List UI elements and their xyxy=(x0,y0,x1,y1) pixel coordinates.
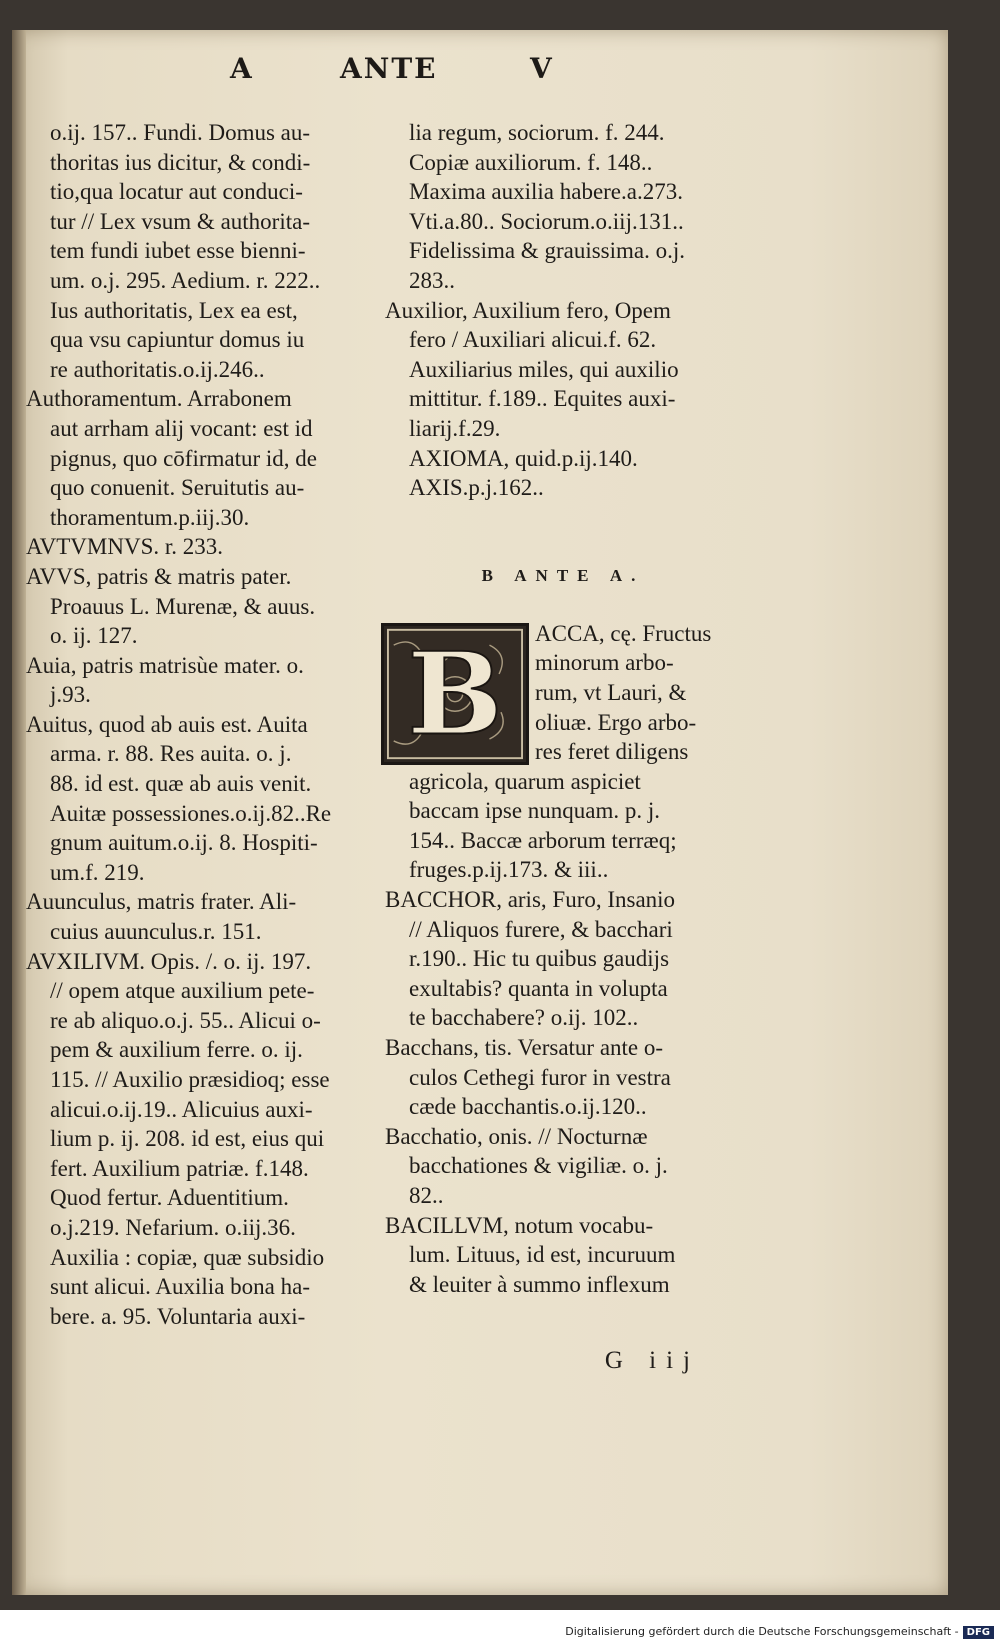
index-entry-line: lum. Lituus, id est, incuruum xyxy=(409,1242,676,1268)
index-entry-line: 115. // Auxilio præsidioq; esse xyxy=(50,1067,330,1092)
index-entry-line: Quod fertur. Aduentitium. xyxy=(50,1185,289,1211)
index-entry-line: thoramentum.p.iij.30. xyxy=(50,504,250,530)
index-entry-line: pignus, quo cōfirmatur id, de xyxy=(50,445,318,471)
index-entry-line: fero / Auxiliari alicui.f. 62. xyxy=(409,327,657,353)
index-entry-line: AVVS, patris & matris pater. xyxy=(26,563,292,589)
index-entry-line: BACILLVM, notum vocabu- xyxy=(385,1212,654,1238)
index-entry-line: re authoritatis.o.ij.246.. xyxy=(50,356,265,382)
index-entry-line: o.j.219. Nefarium. o.iij.36. xyxy=(50,1214,296,1240)
index-entry-line: 154.. Baccæ arborum terræq; xyxy=(409,827,677,853)
index-entry-line: & leuiter à summo inflexum xyxy=(409,1271,670,1297)
left-column xyxy=(26,118,386,1331)
index-entry-line: qua vsu capiuntur domus iu xyxy=(50,327,305,353)
index-entry-line: Auunculus, matris frater. Ali- xyxy=(26,889,297,915)
dfg-logo: DFG xyxy=(963,1626,994,1639)
index-entry-line: o.ij. 157.. Fundi. Domus au- xyxy=(50,120,311,145)
index-entry-line: Auxiliarius miles, qui auxilio xyxy=(409,356,679,382)
initial-letter: B xyxy=(407,626,503,760)
dfg-credit-text: Digitalisierung gefördert durch die Deutsche Forschungsgemeinschaft - xyxy=(565,1625,959,1638)
index-entry-line: mittitur. f.189.. Equites auxi- xyxy=(409,386,676,412)
index-entry-line: culos Cethegi furor in vestra xyxy=(409,1064,671,1090)
index-entry-line: re ab aliquo.o.j. 55.. Alicui o- xyxy=(50,1007,321,1033)
index-entry-line: gnum auitum.o.ij. 8. Hospiti- xyxy=(50,830,318,856)
right-column-bottom xyxy=(385,767,741,1300)
index-entry-line: 88. id est. quæ ab auis venit. xyxy=(50,771,312,797)
index-entry-line: Auxilior, Auxilium fero, Opem xyxy=(385,297,671,323)
index-entry-line: agricola, quarum aspiciet xyxy=(409,768,641,794)
index-entry-line: tio,qua locatur aut conduci- xyxy=(50,179,303,205)
index-entry-line: te bacchabere? o.ij. 102.. xyxy=(409,1005,639,1031)
index-entry-line: 82.. xyxy=(409,1183,444,1208)
dfg-footer xyxy=(565,1625,994,1639)
index-entry-line: sunt alicui. Auxilia bona ha- xyxy=(50,1274,310,1300)
index-entry-line: 283.. xyxy=(409,267,455,293)
section-title: B ANTE A. xyxy=(481,565,645,585)
index-entry-line: lium p. ij. 208. id est, eius qui xyxy=(50,1126,325,1152)
initial-entry-line: minorum arbo- xyxy=(535,650,674,676)
index-entry-line: bere. a. 95. Voluntaria auxi- xyxy=(50,1303,306,1329)
index-entry-line: baccam ipse nunquam. p. j. xyxy=(409,798,661,824)
right-column-top xyxy=(385,118,741,503)
index-entry-line: Fidelissima & grauissima. o.j. xyxy=(409,238,685,264)
index-entry-line: fert. Auxilium patriæ. f.148. xyxy=(50,1155,309,1181)
index-entry-line: lia regum, sociorum. f. 244. xyxy=(409,120,665,145)
header-letter-v: V xyxy=(530,52,554,85)
index-entry-line: alicui.o.ij.19.. Alicuius auxi- xyxy=(50,1096,313,1122)
index-entry-line: Auxilia : copiæ, quæ subsidio xyxy=(50,1244,325,1270)
index-entry-line: quo conuenit. Seruitutis au- xyxy=(50,475,305,501)
index-entry-line: um. o.j. 295. Aedium. r. 222.. xyxy=(50,267,321,293)
index-entry-line: bacchationes & vigiliæ. o. j. xyxy=(409,1153,668,1179)
index-entry-line: AVTVMNVS. r. 233. xyxy=(26,534,224,560)
index-entry-line: Auia, patris matrisùe mater. o. xyxy=(26,652,304,678)
index-entry-line: cuius auunculus.r. 151. xyxy=(50,919,262,945)
index-entry-line: tur // Lex vsum & authorita- xyxy=(50,208,310,234)
index-entry-line: exultabis? quanta in volupta xyxy=(409,975,668,1001)
index-entry-line: Auitæ possessiones.o.ij.82..Re xyxy=(50,800,332,826)
index-entry-line: Proauus L. Murenæ, & auus. xyxy=(50,593,316,619)
index-entry-line: tem fundi iubet esse bienni- xyxy=(50,238,306,264)
decorated-initial-b xyxy=(381,623,529,765)
index-entry-line: AXIS.p.j.162.. xyxy=(409,475,544,501)
index-entry-line: // opem atque auxilium pete- xyxy=(50,978,315,1004)
index-entry-line: Auitus, quod ab auis est. Auita xyxy=(26,711,308,737)
index-entry-line: j.93. xyxy=(50,682,91,708)
right-column xyxy=(385,118,741,1299)
index-entry-line: fruges.p.ij.173. & iii.. xyxy=(409,857,609,883)
index-entry-line: Authoramentum. Arrabonem xyxy=(26,386,292,412)
running-header xyxy=(230,52,590,92)
index-entry-line: pem & auxilium ferre. o. ij. xyxy=(50,1037,303,1063)
index-entry-line: Maxima auxilia habere.a.273. xyxy=(409,179,683,205)
header-letter-a: A xyxy=(230,52,254,85)
index-entry-line: Vti.a.80.. Sociorum.o.iij.131.. xyxy=(409,208,684,234)
index-entry-line: BACCHOR, aris, Furo, Insanio xyxy=(385,887,676,913)
initial-entry-line: ACCA, cę. Fructus xyxy=(535,620,712,646)
initial-entry-line: rum, vt Lauri, & xyxy=(535,679,687,705)
index-entry-line: thoritas ius dicitur, & condi- xyxy=(50,149,311,175)
page-gutter xyxy=(12,30,26,1595)
index-entry-line: o. ij. 127. xyxy=(50,623,138,649)
index-entry-line: r.190.. Hic tu quibus gaudijs xyxy=(409,946,670,972)
initial-entry-line: res feret diligens xyxy=(535,739,689,765)
initial-block xyxy=(385,619,741,767)
signature-mark: G iij xyxy=(604,1347,700,1374)
index-entry-line: AXIOMA, quid.p.ij.140. xyxy=(409,445,638,471)
index-entry-line: // Aliquos furere, & bacchari xyxy=(409,916,673,942)
index-entry-line: Ius authoritatis, Lex ea est, xyxy=(50,297,298,323)
index-entry-line: um.f. 219. xyxy=(50,859,145,885)
initial-entry-line: oliuæ. Ergo arbo- xyxy=(535,709,697,735)
index-entry-line: AVXILIVM. Opis. /. o. ij. 197. xyxy=(26,948,312,974)
index-entry-line: Bacchans, tis. Versatur ante o- xyxy=(385,1035,664,1061)
index-entry-line: aut arrham alij vocant: est id xyxy=(50,415,313,441)
index-entry-line: liarij.f.29. xyxy=(409,415,501,441)
index-entry-line: Copiæ auxiliorum. f. 148.. xyxy=(409,149,653,175)
index-entry-line: arma. r. 88. Res auita. o. j. xyxy=(50,741,292,767)
index-entry-line: Bacchatio, onis. // Nocturnæ xyxy=(385,1123,648,1149)
index-entry-line: cæde bacchantis.o.ij.120.. xyxy=(409,1094,647,1120)
header-ante: ANTE xyxy=(340,52,438,85)
